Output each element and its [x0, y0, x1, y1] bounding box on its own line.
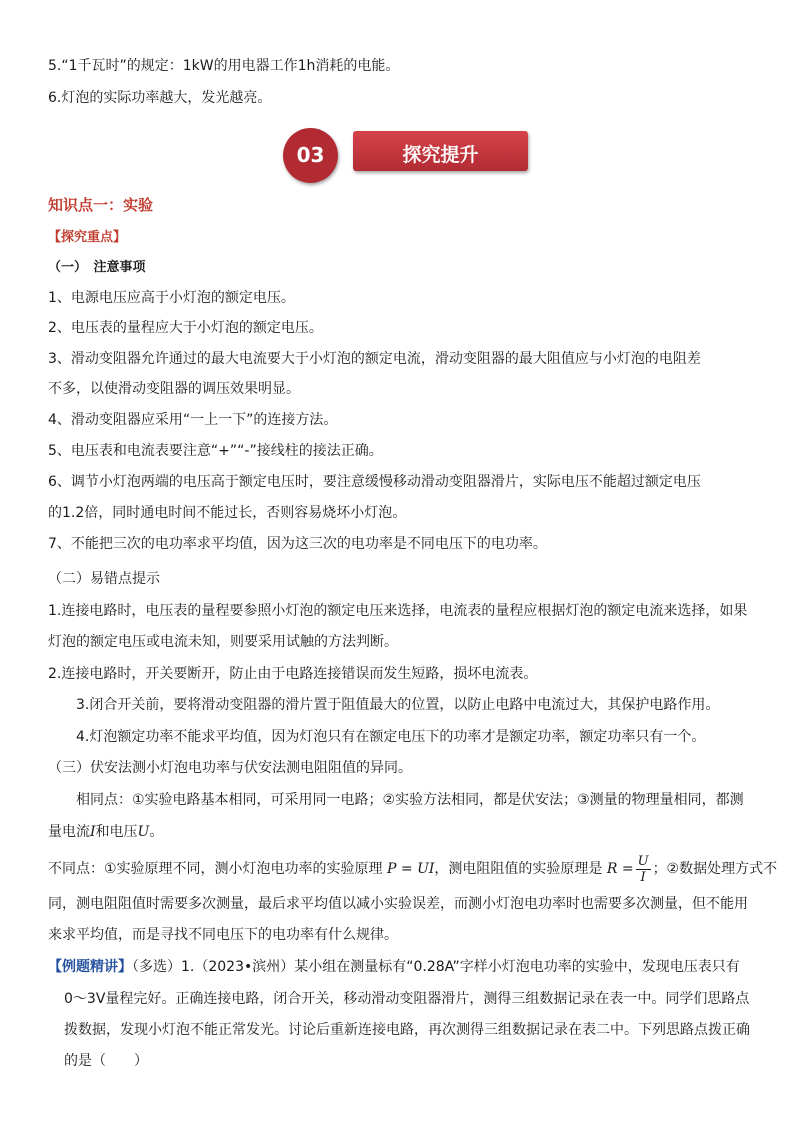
note-item: 4、滑动变阻器应采用“一上一下”的连接方法。 — [48, 412, 338, 428]
text-line-5: 5.“1千瓦时”的规定：1kW的用电器工作1h消耗的电能。 — [48, 58, 400, 74]
resistance-fraction — [636, 854, 651, 885]
symbol-current: I — [90, 824, 96, 840]
diff-points-line2: 同，测电阻阻值时需要多次测量，最后求平均值以减小实验误差，而测小灯泡电功率时也需要多次测量，但不能用 — [48, 896, 748, 912]
diff-text-c: ，测电阻阻值的实验原理是 — [434, 861, 603, 877]
same-points-line2 — [48, 822, 163, 842]
same-text-e: 。 — [149, 824, 164, 840]
section-banner — [283, 124, 533, 184]
diff-text-e: ；②数据处理方式不 — [652, 861, 778, 877]
error-item: 1.连接电路时，电压表的量程要参照小灯泡的额定电压来选择，电流表的量程应根据灯泡的额定电流来选择，如果 — [48, 603, 748, 619]
example-line4: 的是（ ） — [64, 1053, 148, 1069]
error-item-cont: 灯泡的额定电压或电流未知，则要采用试触的方法判断。 — [48, 634, 398, 650]
diff-points-line1 — [48, 852, 777, 886]
example-question-start: （多选）1.（2023•滨州）某小组在测量标有“0.28A”字样小灯泡电功率的实验中，发现电压表只有 — [132, 959, 740, 975]
same-text-c: 和电压 — [95, 824, 138, 840]
error-item: 4.灯泡额定功率不能求平均值，因为灯泡只有在额定电压下的功率才是额定功率，额定功率只有一个。 — [76, 729, 706, 745]
diff-points-line3: 来求平均值，而是寻找不同电压下的电功率有什么规律。 — [48, 927, 398, 943]
section-title-bar — [353, 131, 528, 171]
note-item: 5、电压表和电流表要注意“+”“-”接线柱的接法正确。 — [48, 443, 383, 459]
section-number: 03 — [296, 143, 325, 167]
subheading-errors: （二）易错点提示 — [48, 571, 160, 587]
section-number-badge — [283, 128, 338, 183]
text-line-6: 6.灯泡的实际功率越大，发光越亮。 — [48, 90, 272, 106]
same-points-line1: 相同点：①实验电路基本相同，可采用同一电路；②实验方法相同，都是伏安法；③测量的物理量相同，都测 — [76, 792, 744, 808]
fraction-numerator: U — [637, 853, 649, 869]
explore-key-label: 【探究重点】 — [48, 230, 127, 245]
knowledge-point-title: 知识点一：实验 — [48, 196, 154, 214]
note-item: 6、调节小灯泡两端的电压高于额定电压时，要注意缓慢移动滑动变阻器滑片，实际电压不能超过额定电压 — [48, 474, 701, 490]
note-item: 2、电压表的量程应大于小灯泡的额定电压。 — [48, 320, 323, 336]
symbol-voltage: U — [137, 824, 150, 840]
section-title: 探究提升 — [402, 144, 479, 166]
note-item-cont: 的1.2倍，同时通电时间不能过长，否则容易烧坏小灯泡。 — [48, 505, 407, 521]
error-item: 2.连接电路时，开关要断开，防止由于电路连接错误而发生短路，损坏电流表。 — [48, 666, 538, 682]
example-line1 — [48, 957, 740, 977]
power-formula: P = UI — [387, 861, 435, 877]
note-item-cont: 不多，以使滑动变阻器的调压效果明显。 — [48, 381, 300, 397]
subheading-compare: （三）伏安法测小灯泡电功率与伏安法测电阻阻值的异同。 — [48, 760, 412, 776]
fraction-denominator: I — [640, 869, 646, 885]
example-tag: 【例题精讲】 — [48, 959, 132, 975]
resistance-formula-lhs: R = — [606, 861, 634, 877]
error-item: 3.闭合开关前，要将滑动变阻器的滑片置于阻值最大的位置，以防止电路中电流过大，其保护电路作用。 — [76, 697, 720, 713]
example-line2: 0～3V量程完好。正确连接电路，闭合开关，移动滑动变阻器滑片，测得三组数据记录在表一中。同学们思路点 — [64, 991, 750, 1007]
same-text-a: 量电流 — [48, 824, 90, 840]
note-item: 3、滑动变阻器允许通过的最大电流要大于小灯泡的额定电流，滑动变阻器的最大阻值应与小灯泡的电阻差 — [48, 351, 701, 367]
note-item: 7、不能把三次的电功率求平均值，因为这三次的电功率是不同电压下的电功率。 — [48, 536, 547, 552]
subheading-notes: （一） 注意事项 — [48, 260, 146, 275]
diff-text-a: 不同点：①实验原理不同，测小灯泡电功率的实验原理 — [48, 861, 383, 877]
note-item: 1、电源电压应高于小灯泡的额定电压。 — [48, 290, 295, 306]
example-line3: 拨数据，发现小灯泡不能正常发光。讨论后重新连接电路，再次测得三组数据记录在表二中。下列思路点拨正确 — [64, 1022, 750, 1038]
